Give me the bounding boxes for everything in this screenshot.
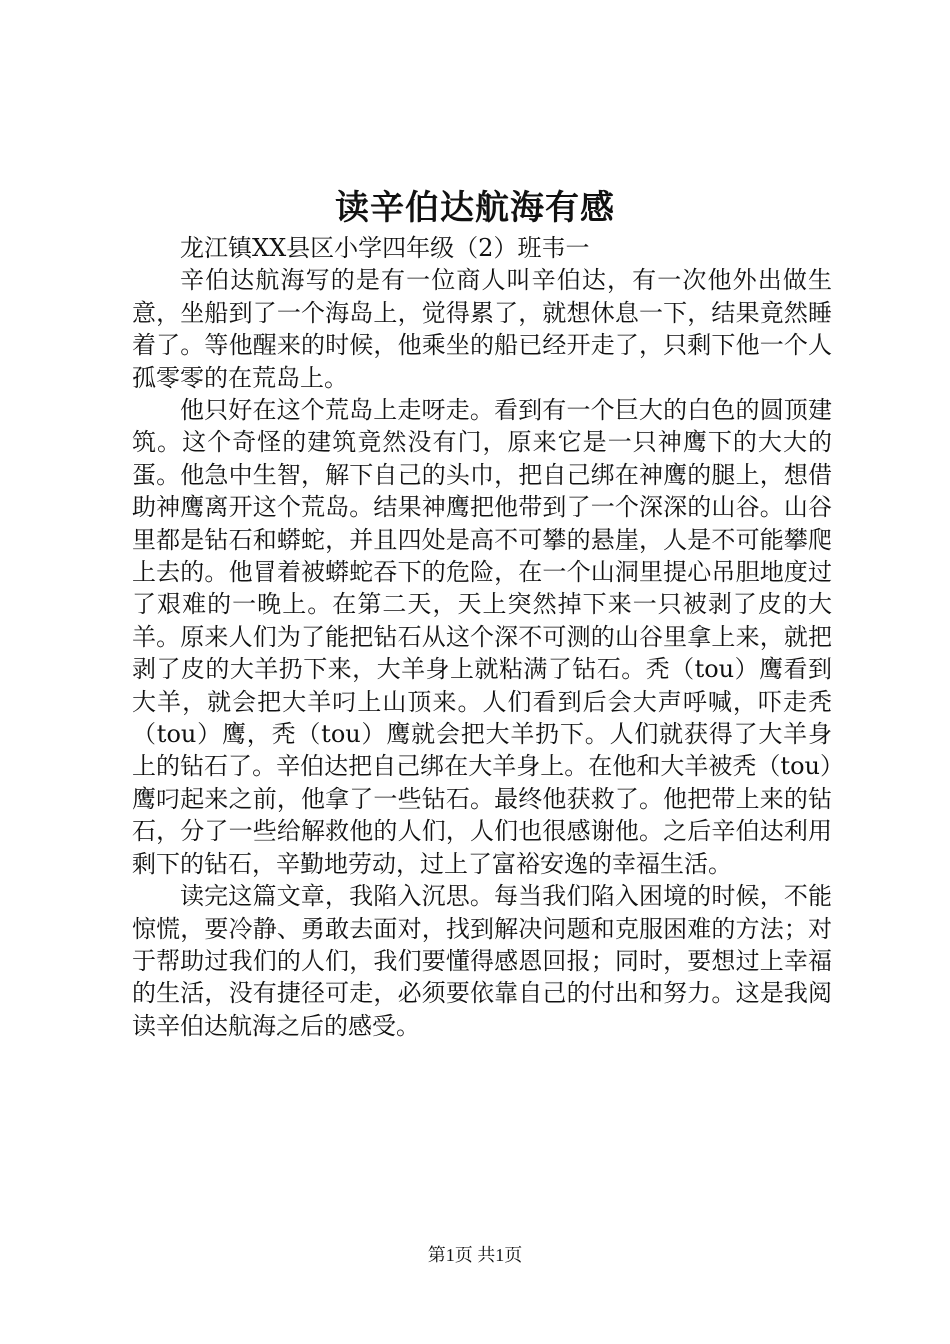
document-title: 读辛伯达航海有感: [335, 188, 615, 228]
paragraph-1: 辛伯达航海写的是有一位商人叫辛伯达，有一次他外出做生意，坐船到了一个海岛上，觉得累了，就想休息一下，结果竟然睡着了。等他醒来的时候，他乘坐的船已经开走了，只剩下他一个人孤零零的在荒岛上。: [132, 266, 832, 392]
page-number-footer: 第1页 共1页: [427, 1245, 523, 1265]
paragraph-2: 他只好在这个荒岛上走呀走。看到有一个巨大的白色的圆顶建筑。这个奇怪的建筑竟然没有门，原来它是一只神鹰下的大大的蛋。他急中生智，解下自己的头巾，把自己绑在神鹰的腿上，想借助神鹰离开这个荒岛。结果神鹰把他带到了一个深深的山谷。山谷里都是钻石和蟒蛇，并且四处是高不可攀的悬崖，人是不可能攀爬上去的。他冒着被蟒蛇吞下的危险，在一个山洞里提心吊胆地度过了艰难的一晚上。在第二天，天上突然掉下来一只被剥了皮的大羊。原来人们为了能把钻石从这个深不可测的山谷里拿上来，就把剥了皮的大羊扔下来，大羊身上就粘满了钻石。秃（tou）鹰看到大羊，就会把大羊叼上山顶来。人们看到后会大声呼喊，吓走秃（tou）鹰，秃（tou）鹰就会把大羊扔下。人们就获得了大羊身上的钻石了。辛伯达把自己绑在大羊身上。在他和大羊被秃（tou）鹰叼起来之前，他拿了一些钻石。最终他获救了。他把带上来的钻石，分了一些给解救他的人们，人们也很感谢他。之后辛伯达利用剩下的钻石，辛勤地劳动，过上了富裕安逸的幸福生活。: [132, 396, 832, 878]
author-line: 龙江镇XX县区小学四年级（2）班韦一: [180, 234, 590, 262]
paragraph-3: 读完这篇文章，我陷入沉思。每当我们陷入困境的时候，不能惊慌，要冷静、勇敢去面对，找到解决问题和克服困难的方法；对于帮助过我们的人们，我们要懂得感恩回报；同时，要想过上幸福的生活，没有捷径可走，必须要依靠自己的付出和努力。这是我阅读辛伯达航海之后的感受。: [132, 882, 832, 1040]
document-body: [132, 232, 832, 1042]
